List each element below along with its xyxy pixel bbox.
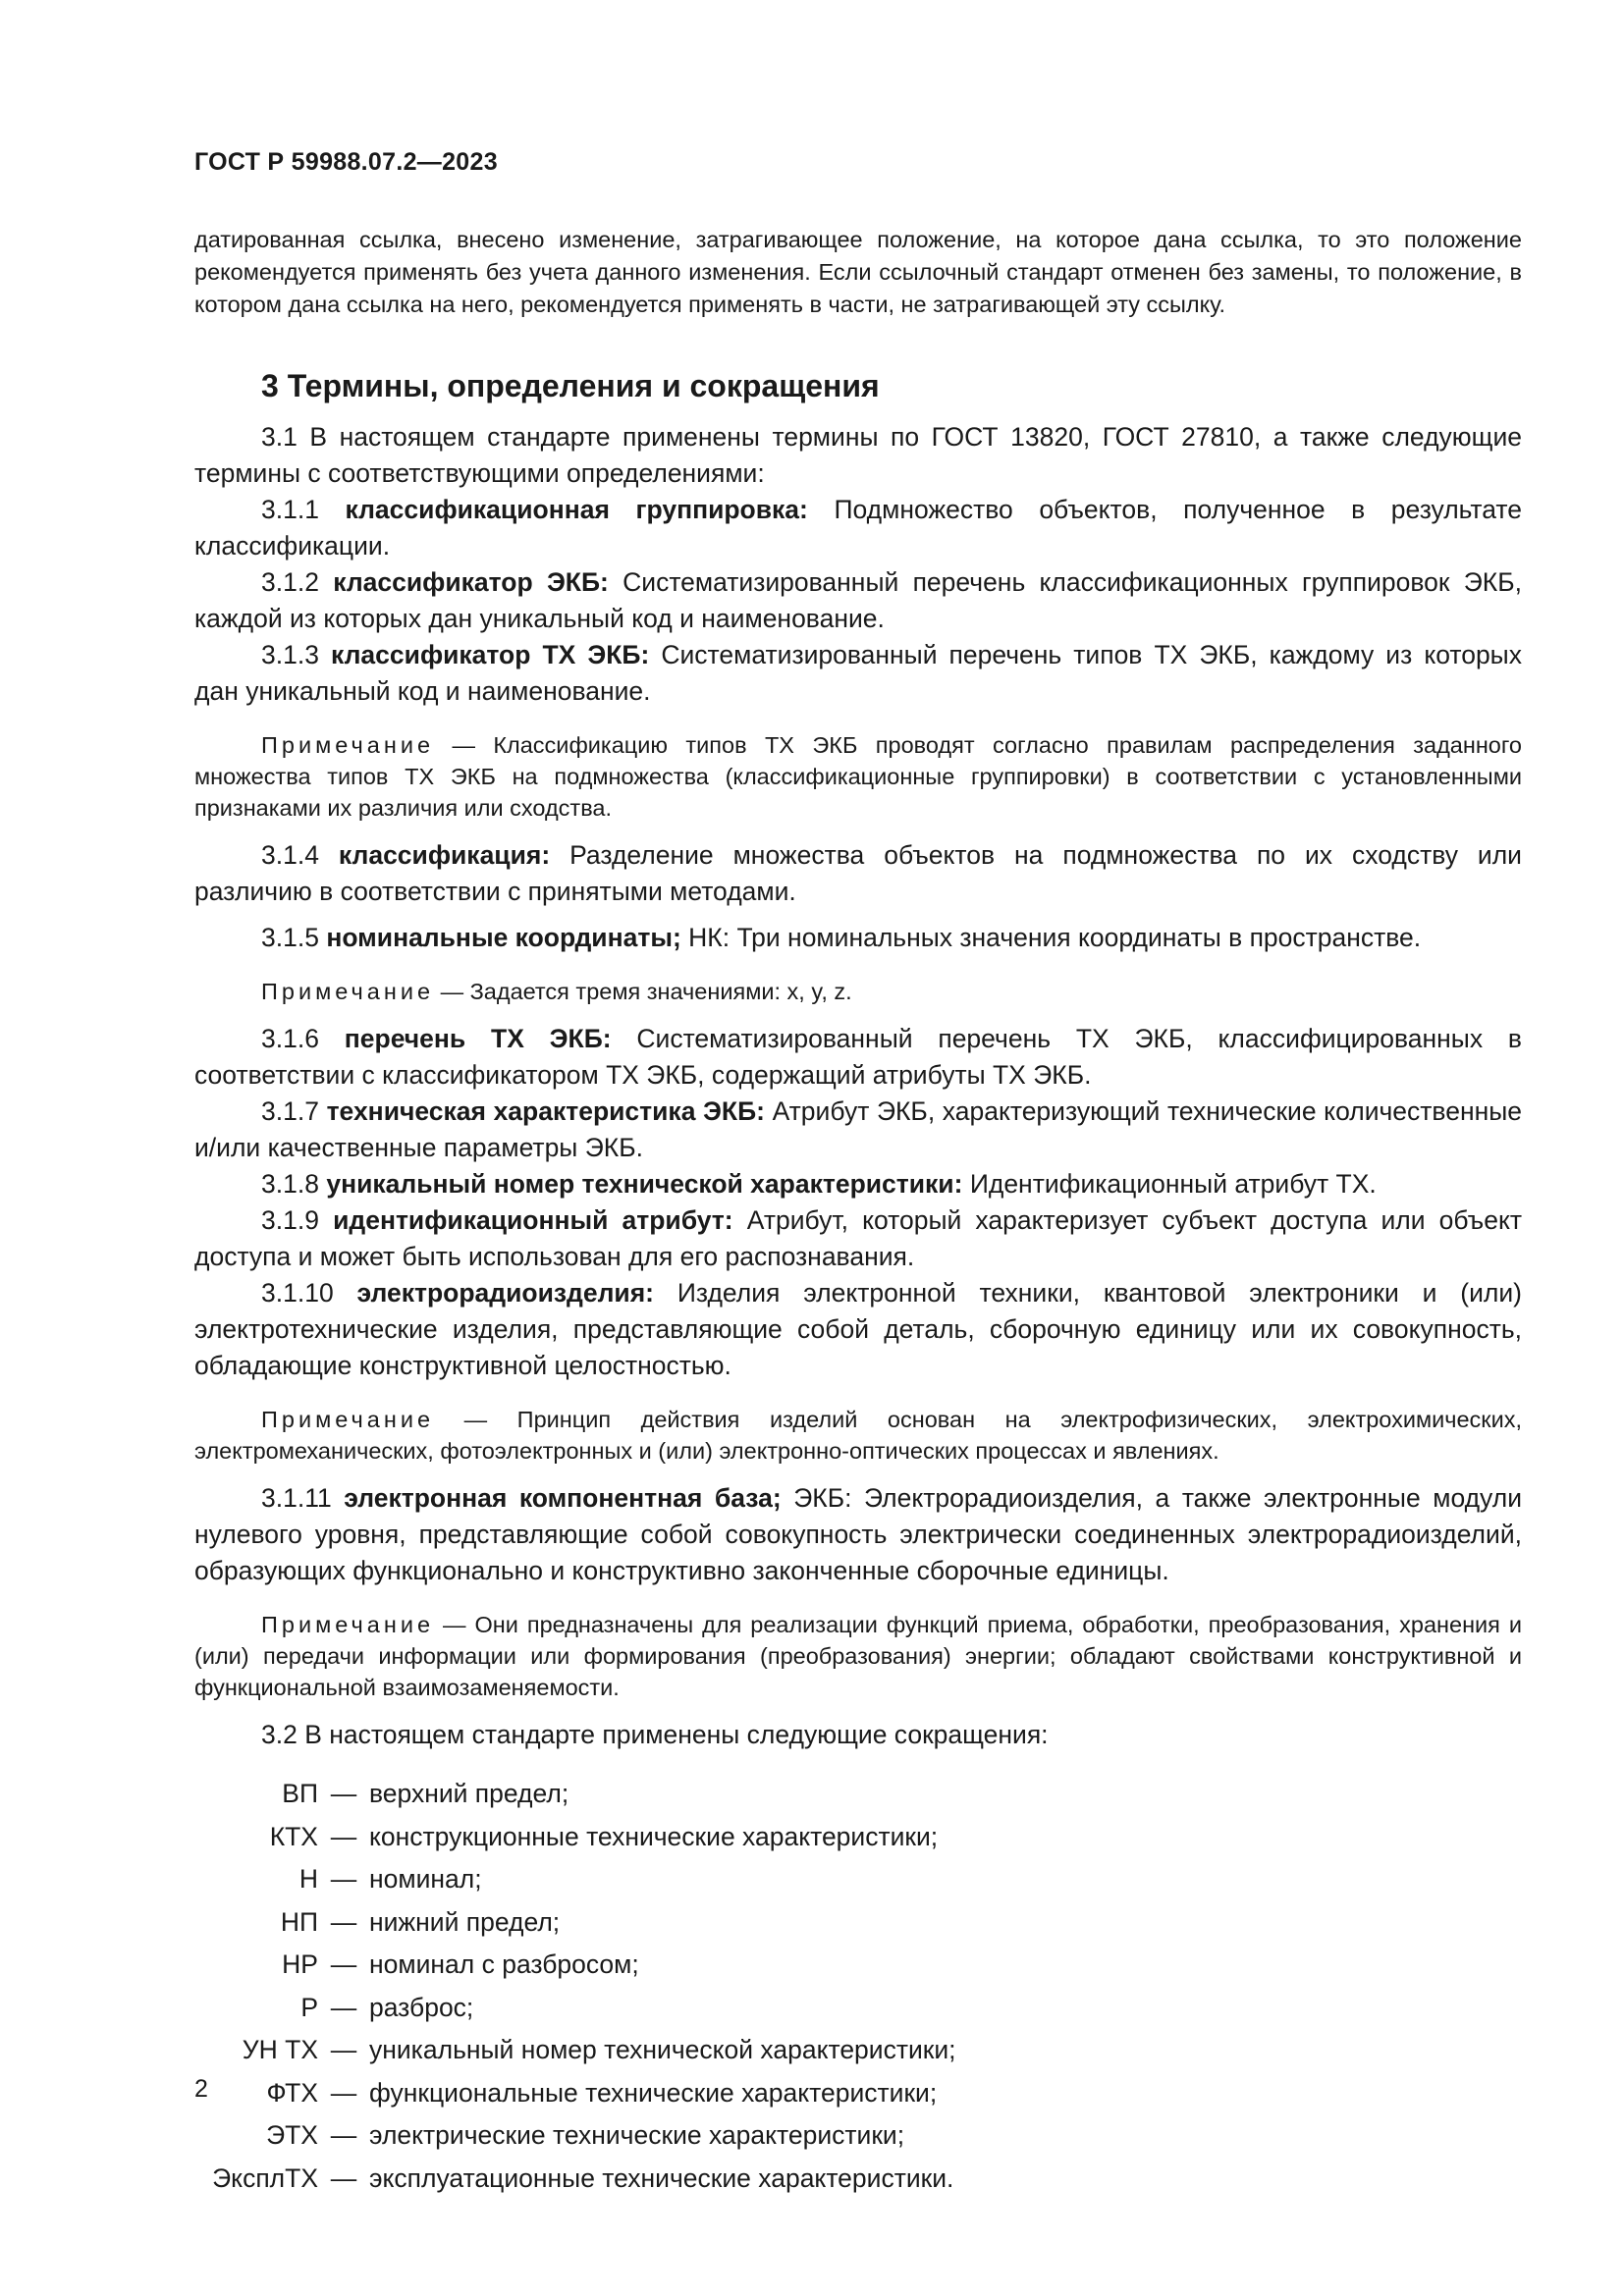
abbreviation-definition: функциональные технические характеристики; [369,2077,938,2108]
abbreviation-definition: номинал с разбросом; [369,1949,639,1979]
term-3-1-5: 3.1.5 номинальные координаты; НК: Три номинальных значения координаты в пространстве. [261,923,1422,952]
document-code-header: ГОСТ Р 59988.07.2—2023 [194,148,498,176]
abbreviation: НР [282,1949,318,1979]
abbreviation-row: ФТХ — функциональные технические характеристики; [194,2072,1522,2115]
abbreviation-row: Р — разброс; [194,1987,1522,2030]
term-definition: Систематизированный перечень ТХ ЭКБ, классифицированных в соответствии с классификатором ТХ ЭКБ, содержащий атрибуты ТХ ЭКБ. [194,1024,1522,1090]
abbreviation: КТХ [269,1821,318,1851]
abbreviation-definition: номинал; [369,1864,482,1894]
term-name: классификационная группировка: [345,495,808,524]
note-text: — Классификацию типов ТХ ЭКБ проводят согласно правилам распределения заданного множества типов ТХ ЭКБ на подмножества (классификационные группировки) в соответствии с установленными признаками их различия или сходства. [194,732,1522,821]
term-3-1-6: 3.1.6 перечень ТХ ЭКБ: Систематизированный перечень ТХ ЭКБ, классифицированных в соответствии с классификатором ТХ ЭКБ, содержащий атрибуты ТХ ЭКБ. [194,1024,1522,1090]
abbreviation-row: Н — номинал; [194,1858,1522,1901]
abbreviation-row: НП — нижний предел; [194,1901,1522,1945]
term-name: уникальный номер технической характеристики: [326,1169,963,1199]
abbreviation: ЭТХ [266,2120,318,2150]
note-text: — Принцип действия изделий основан на электрофизических, электрохимических, электромеханических, фотоэлектронных и (или) электронно-оптических процессах и явлениях. [194,1407,1522,1464]
abbreviation-row: КТХ — конструкционные технические характеристики; [194,1816,1522,1859]
term-name: техническая характеристика ЭКБ: [326,1096,765,1126]
term-name: электронная компонентная база; [344,1483,782,1513]
term-name: номинальные координаты; [326,923,681,952]
abbreviation-row: УН ТХ — уникальный номер технической характеристики; [194,2029,1522,2072]
abbreviation-row: ЭксплТХ — эксплуатационные технические характеристики. [194,2158,1522,2201]
term-definition: Атрибут ЭКБ, характеризующий технические количественные и/или качественные параметры ЭКБ. [194,1096,1523,1162]
note-text: — Они предназначены для реализации функций приема, обработки, преобразования, хранения и (или) передачи информации или формирования (преобразования) энергии; обладают свойствами конструктивной и функциональной взаимозаменяемости. [194,1612,1523,1700]
term-name: классификатор ТХ ЭКБ: [331,640,650,669]
abbreviation: Р [300,1992,318,2022]
term-definition: Разделение множества объектов на подмножества по их сходству или различию в соответствии с принятыми методами. [194,840,1522,906]
page-content [194,224,1522,2200]
paragraph-3-2: 3.2 В настоящем стандарте применены следующие сокращения: [261,1720,1049,1749]
abbreviation: НП [280,1906,318,1937]
abbreviation-definition: конструкционные технические характеристики; [369,1821,939,1851]
note-3-1-3 [194,729,1522,824]
term-3-1-1: 3.1.1 классификационная группировка: Подмножество объектов, полученное в результате классификации. [194,495,1522,561]
abbreviation-definition: нижний предел; [369,1906,561,1937]
abbreviation-definition: эксплуатационные технические характеристики. [369,2163,954,2193]
abbreviation: УН ТХ [242,2035,318,2064]
page-number: 2 [194,2075,208,2103]
term-3-1-7: 3.1.7 техническая характеристика ЭКБ: Атрибут ЭКБ, характеризующий технические количественные и/или качественные параметры ЭКБ. [194,1096,1523,1162]
term-definition: Изделия электронной техники, квантовой электроники и (или) электротехнические изделия, представляющие собой деталь, сборочную единицу или их совокупность, обладающие конструктивной целостностью. [194,1278,1522,1380]
term-name: перечень ТХ ЭКБ: [344,1024,612,1053]
term-3-1-10: 3.1.10 электрорадиоизделия: Изделия электронной техники, квантовой электроники и (или) электротехнические изделия, представляющие собой деталь, сборочную единицу или их совокупность, обладающие конструктивной целостностью. [194,1278,1522,1380]
abbreviation: ФТХ [266,2077,318,2108]
note-3-1-11 [194,1609,1522,1703]
note-label: Примечание [261,979,435,1004]
term-3-1-11: 3.1.11 электронная компонентная база; ЭКБ: Электрорадиоизделия, а также электронные модули нулевого уровня, представляющие собой совокупность электрически соединенных электрорадиоизделий, образующих функционально и конструктивно законченные сборочные единицы. [194,1483,1522,1585]
abbreviation-row: ЭТХ — электрические технические характеристики; [194,2114,1522,2158]
note-3-1-5 [194,976,1522,1007]
abbreviation: Н [298,1864,318,1894]
term-3-1-8: 3.1.8 уникальный номер технической характеристики: Идентификационный атрибут ТХ. [261,1169,1377,1199]
abbreviation-definition: электрические технические характеристики; [369,2120,905,2150]
abbreviation-list [194,1773,1522,2200]
abbreviation-definition: разброс; [369,1992,474,2022]
term-name: классификатор ЭКБ: [333,567,609,597]
abbreviation-definition: уникальный номер технической характеристики; [369,2035,956,2064]
term-definition: Систематизированный перечень типов ТХ ЭКБ, каждому из которых дан уникальный код и наименование. [194,640,1522,706]
abbreviation: ЭксплТХ [212,2163,318,2193]
abbreviation-row: ВП — верхний предел; [194,1773,1522,1816]
term-3-1-3: 3.1.3 классификатор ТХ ЭКБ: Систематизированный перечень типов ТХ ЭКБ, каждому из которых дан уникальный код и наименование. [194,640,1522,706]
term-definition: ЭКБ: Электрорадиоизделия, а также электронные модули нулевого уровня, представляющие собой совокупность электрически соединенных электрорадиоизделий, образующих функционально и конструктивно законченные сборочные единицы. [194,1483,1522,1585]
term-definition: НК: Три номинальных значения координаты в пространстве. [688,923,1422,952]
term-3-1-2: 3.1.2 классификатор ЭКБ: Систематизированный перечень классификационных группировок ЭКБ, каждой из которых дан уникальный код и наименование. [194,567,1522,633]
paragraph-3-1: 3.1 В настоящем стандарте применены термины по ГОСТ 13820, ГОСТ 27810, а также следующие термины с соответствующими определениями: [194,422,1522,488]
note-label: Примечание [261,1407,435,1432]
term-definition: Подмножество объектов, полученное в результате классификации. [194,495,1522,561]
term-definition: Идентификационный атрибут ТХ. [969,1169,1377,1199]
term-3-1-9: 3.1.9 идентификационный атрибут: Атрибут, который характеризует субъект доступа или объект доступа и может быть использован для его распознавания. [194,1205,1523,1271]
abbreviation: ВП [282,1779,318,1808]
term-name: электрорадиоизделия: [356,1278,655,1308]
term-name: идентификационный атрибут: [333,1205,733,1235]
term-definition: Систематизированный перечень классификационных группировок ЭКБ, каждой из которых дан уникальный код и наименование. [194,567,1522,633]
note-3-1-10 [194,1404,1522,1467]
term-3-1-4: 3.1.4 классификация: Разделение множества объектов на подмножества по их сходству или различию в соответствии с принятыми методами. [194,840,1522,906]
term-name: классификация: [338,840,551,870]
section-title: 3 Термины, определения и сокращения [261,368,880,403]
intro-paragraph: датированная ссылка, внесено изменение, затрагивающее положение, на которое дана ссылка, то это положение рекомендуется применять без учета данного изменения. Если ссылочный стандарт отменен без замены, то положение, в котором дана ссылка на него, рекомендуется применять в части, не затрагивающей эту ссылку. [194,227,1522,317]
note-text: — Задается тремя значениями: x, y, z. [440,979,852,1004]
abbreviation-row: НР — номинал с разбросом; [194,1944,1522,1987]
term-definition: Атрибут, который характеризует субъект доступа или объект доступа и может быть использован для его распознавания. [194,1205,1523,1271]
abbreviation-definition: верхний предел; [369,1779,569,1808]
note-label: Примечание [261,732,435,758]
note-label: Примечание [261,1612,435,1637]
